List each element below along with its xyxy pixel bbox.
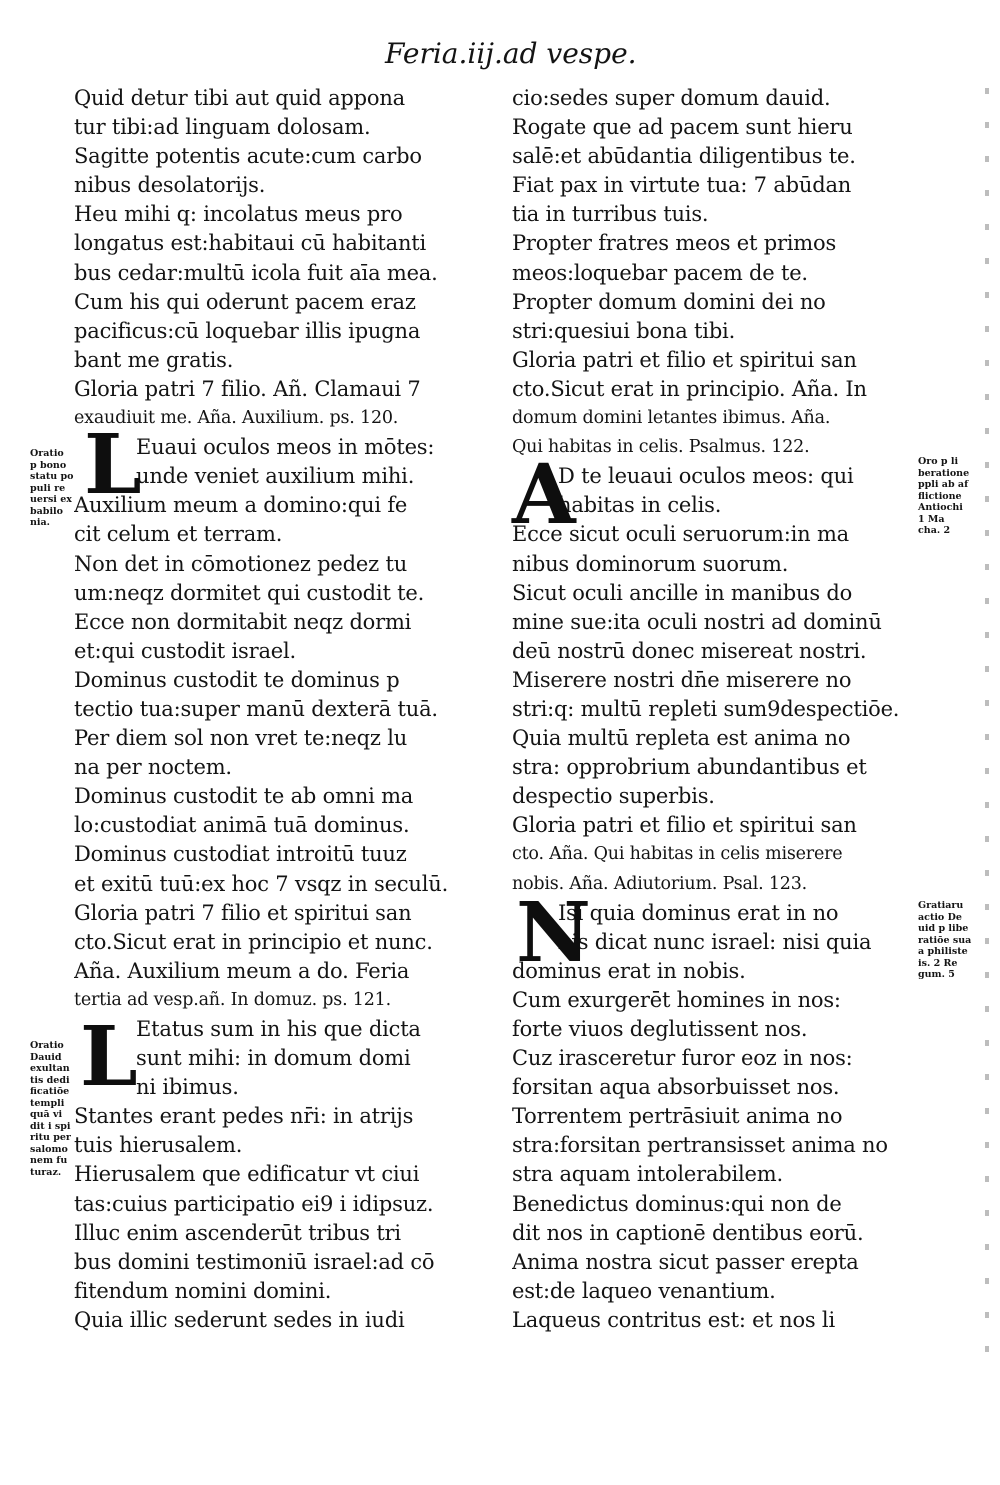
text-line: dominus erat in nobis. [512, 958, 746, 983]
text-line: Per diem sol non vret te:neqz lu [74, 726, 408, 751]
text-line: et exitū tuū:ex hoc 7 vsqz in seculū. [74, 871, 449, 896]
text-line: Stantes erant pedes nr̄i: in atrijs [74, 1104, 414, 1129]
running-header: Feria.iij.ad vespe. [385, 37, 637, 70]
margin-note-line: beratione [918, 467, 970, 479]
right-text-column [512, 84, 912, 1335]
margin-note-line: ritu per [30, 1132, 71, 1143]
margin-note-line: cha. 2 [918, 525, 951, 536]
text-line: Aña. Auxilium meum a do. Feria [74, 958, 410, 983]
text-line: bus domini testimoniū israel:ad cō [74, 1249, 435, 1274]
left-text-column [74, 84, 466, 1335]
text-line: tertia ad vesp.añ. In domuz. ps. 121. [74, 989, 391, 1010]
margin-note-left-2 [30, 1040, 71, 1178]
margin-note-line: ratiōe sua [918, 934, 972, 946]
margin-note-line: Gratiaru [918, 900, 964, 911]
margin-note-line: tis dedi [30, 1074, 70, 1086]
text-line: cto. Aña. Qui habitas in celis miserere [512, 844, 843, 865]
margin-note-line: a philiste [918, 946, 968, 957]
text-line: tia in turribus tuis. [512, 202, 709, 227]
text-line: Sicut oculi ancille in manibus do [512, 580, 853, 605]
text-line: Sagitte potentis acute:cum carbo [74, 144, 422, 169]
text-line: habitas in celis. [558, 493, 722, 518]
margin-note-line: nem fu [30, 1155, 68, 1166]
text-line: Etatus sum in his que dicta [136, 1017, 421, 1041]
text-line: stri:q: multū repleti sum9despectiōe. [512, 696, 900, 721]
margin-note-line: templi [30, 1097, 65, 1109]
text-line: Laqueus contritus est: et nos li [512, 1307, 835, 1332]
text-line: Illuc enim ascenderūt tribus tri [74, 1220, 401, 1245]
text-line: cto.Sicut erat in principio et nunc. [74, 929, 433, 954]
text-line: Propter domum domini dei no [512, 289, 826, 314]
text-line: domum domini letantes ibimus. Aña. [512, 408, 831, 429]
text-line: Rogate que ad pacem sunt hieru [512, 115, 853, 140]
text-line: Gloria patri et filio et spiritui san [512, 347, 857, 372]
text-line: nibus desolatorijs. [74, 173, 266, 198]
text-line: bis dicat nunc israel: nisi quia [558, 929, 872, 954]
margin-note-line: Oratio [30, 1040, 64, 1051]
margin-note-line: is. 2 Re [918, 957, 958, 969]
text-line: Heu mihi q: incolatus meus pro [74, 202, 403, 227]
margin-note-right-1 [918, 456, 969, 537]
text-line: Dominus custodit te dominus p [74, 667, 400, 692]
text-line: despectio superbis. [512, 784, 715, 809]
text-line: Qui habitas in celis. Psalmus. 122. [512, 437, 810, 458]
text-line: tur tibi:ad linguam dolosam. [74, 115, 371, 140]
margin-note-line: quā vi [30, 1109, 63, 1120]
text-line: um:neqz dormitet qui custodit te. [74, 580, 425, 605]
margin-note-line: Oratio [30, 448, 64, 459]
text-line: sunt mihi: in domum domi [136, 1046, 411, 1071]
text-line: cto.Sicut erat in principio. Aña. In [512, 376, 867, 401]
margin-note-line: gum. 5 [918, 969, 955, 980]
margin-note-left-1 [30, 448, 73, 529]
text-line: stra: opprobrium abundantibus et [512, 755, 867, 780]
text-line: bant me gratis. [74, 347, 234, 372]
text-line: tuis hierusalem. [74, 1133, 243, 1158]
text-line: Euaui oculos meos in mōtes: [136, 435, 435, 460]
text-line: pacificus:cū loquebar illis ipugna [74, 318, 421, 343]
text-line: Non det in cōmotionez pedez tu [74, 551, 408, 576]
margin-note-line: p bono [30, 459, 67, 471]
text-line: Auxilium meum a domino:qui fe [74, 493, 408, 518]
text-line: salē:et abūdantia diligentibus te. [512, 144, 856, 169]
text-line: stra aquam intolerabilem. [512, 1162, 783, 1187]
text-line: est:de laqueo venantium. [512, 1278, 776, 1303]
text-line: Dominus custodiat introitū tuuz [74, 842, 407, 867]
text-line: unde veniet auxilium mihi. [136, 464, 415, 489]
text-line: dit nos in captionē dentibus eorū. [512, 1220, 864, 1245]
text-line: Benedictus dominus:qui non de [512, 1191, 842, 1216]
margin-note-line: actio De [918, 911, 962, 923]
text-line: Fiat pax in virtute tua: 7 abūdan [512, 173, 852, 198]
drop-cap-right-psalm-123: N [516, 885, 591, 981]
text-line: tectio tua:super manū dexterā tuā. [74, 696, 438, 721]
margin-note-line: uersi ex [30, 494, 72, 505]
text-line: Torrentem pertrāsiuit anima no [512, 1104, 843, 1129]
text-line: cio:sedes super domum dauid. [512, 86, 831, 110]
margin-note-line: Antiochi [918, 502, 963, 513]
text-line: forsitan aqua absorbuisset nos. [512, 1075, 840, 1100]
text-line: Quia multū repleta est anima no [512, 726, 851, 751]
text-line: longatus est:habitaui cū habitanti [74, 231, 427, 256]
margin-note-line: puli re [30, 482, 66, 494]
text-line: Quid detur tibi aut quid appona [74, 86, 405, 110]
drop-cap-right-psalm-122: A [512, 447, 576, 543]
margin-note-line: nia. [30, 517, 50, 528]
margin-note-line: uid p libe [918, 923, 969, 934]
margin-note-right-2 [918, 900, 971, 981]
text-line: deū nostrū donec misereat nostri. [512, 638, 867, 663]
text-line: cit celum et terram. [74, 522, 283, 547]
text-line: ni ibimus. [136, 1075, 239, 1100]
text-line: nobis. Aña. Adiutorium. Psal. 123. [512, 873, 808, 894]
margin-note-line: ppli ab af [918, 479, 969, 490]
margin-note-line: turaz. [30, 1166, 62, 1178]
text-line: Isi quia dominus erat in no [558, 900, 839, 925]
text-line: exaudiuit me. Aña. Auxilium. ps. 120. [74, 408, 399, 429]
text-line: meos:loquebar pacem de te. [512, 260, 808, 285]
margin-note-line: Dauid [30, 1051, 62, 1063]
margin-note-line: babilo [30, 505, 63, 517]
text-line: Gloria patri 7 filio et spiritui san [74, 900, 412, 925]
text-line: Ecce non dormitabit neqz dormi [74, 609, 412, 634]
margin-note-line: statu po [30, 471, 74, 482]
text-line: mine sue:ita oculi nostri ad dominū [512, 609, 882, 634]
margin-note-line: dit i spi [30, 1120, 71, 1132]
drop-cap-left-psalm-121: L [80, 1009, 138, 1105]
text-line: Gloria patri et filio et spiritui san [512, 813, 857, 838]
margin-note-line: exultan [30, 1063, 70, 1074]
text-line: na per noctem. [74, 755, 232, 780]
text-line: lo:custodiat animā tuā dominus. [74, 813, 410, 838]
margin-note-line: salomo [30, 1143, 68, 1155]
text-line: stra:forsitan pertransisset anima no [512, 1133, 888, 1158]
text-line: Propter fratres meos et primos [512, 231, 837, 256]
text-line: Miserere nostri dn̄e miserere no [512, 667, 852, 692]
page-edge-shadow [985, 60, 989, 1360]
text-line: et:qui custodit israel. [74, 638, 296, 663]
margin-note-line: Oro p li [918, 456, 959, 467]
text-line: Hierusalem que edificatur vt ciui [74, 1162, 420, 1187]
text-line: stri:quesiui bona tibi. [512, 318, 736, 343]
text-line: tas:cuius participatio ei9 i idipsuz. [74, 1191, 434, 1216]
text-line: Quia illic sederunt sedes in iudi [74, 1307, 405, 1332]
text-line: bus cedar:multū icola fuit aīa mea. [74, 260, 438, 285]
drop-cap-left-psalm-120: L [84, 417, 142, 513]
text-line: Dominus custodit te ab omni ma [74, 784, 414, 809]
text-line: fitendum nomini domini. [74, 1278, 332, 1303]
margin-note-line: 1 Ma [918, 513, 945, 525]
text-line: Gloria patri 7 filio. Añ. Clamaui 7 [74, 376, 421, 401]
text-line: Ecce sicut oculi seruorum:in ma [512, 522, 849, 547]
margin-note-line: ficatiōe [30, 1086, 70, 1097]
margin-note-line: flictione [918, 490, 962, 502]
text-line: nibus dominorum suorum. [512, 551, 789, 576]
text-line: Anima nostra sicut passer erepta [512, 1249, 859, 1274]
text-line: Cum exurgerēt homines in nos: [512, 987, 841, 1012]
text-line: Cuz irasceretur furor eoz in nos: [512, 1046, 853, 1071]
text-line: Cum his qui oderunt pacem eraz [74, 289, 416, 314]
text-line: forte viuos deglutissent nos. [512, 1017, 808, 1041]
text-line: D te leuaui oculos meos: qui [558, 464, 854, 489]
